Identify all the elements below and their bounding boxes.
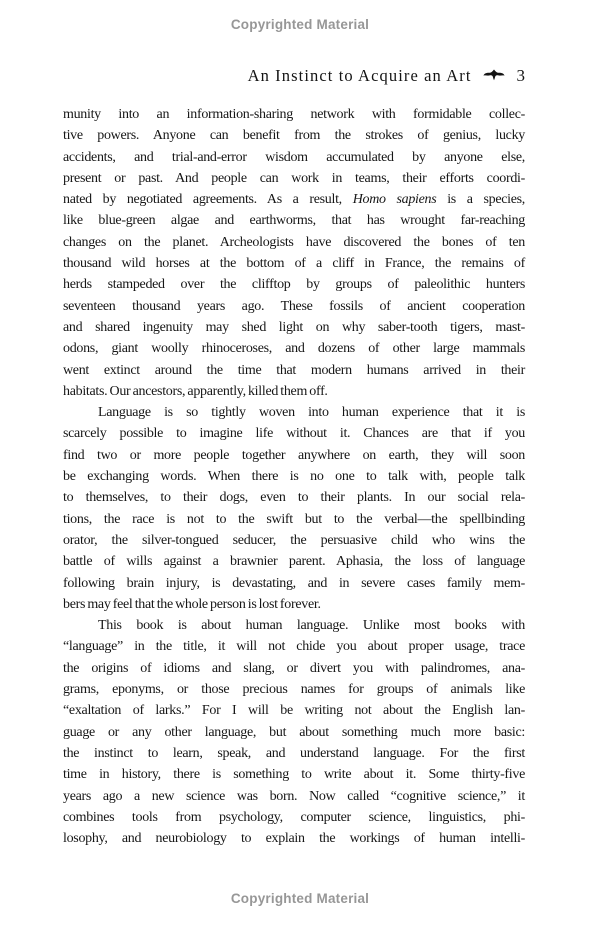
text-line: orator, the silver-tongued seducer, the persuasive child who wins the (63, 532, 525, 548)
text-line: “exaltation of larks.” For I will be writing not about the English lan- (63, 703, 525, 719)
text-line: years ago a new science was born. Now called “cognitive science,” it (63, 788, 525, 804)
text-line: and shared ingenuity may shed light on why saber-tooth tigers, mast- (63, 319, 525, 335)
text-line: to themselves, to their dogs, even to their plants. In our social rela- (63, 490, 525, 506)
paragraph (63, 402, 525, 615)
text-line: habitats. Our ancestors, apparently, killed them off. (63, 383, 328, 399)
text-line: This book is about human language. Unlike most books with (98, 618, 525, 634)
text-line: herds stampeded over the clifftop by groups of paleolithic hunters (63, 277, 525, 293)
text-line: battle of wills against a brawnier parent. Aphasia, the loss of language (63, 554, 525, 570)
text-line: like blue-green algae and earthworms, that has wrought far-reaching (63, 213, 525, 229)
text-line: guage or any other language, but about something much more basic: (63, 724, 525, 740)
text-line: bers may feel that the whole person is lost forever. (63, 596, 321, 612)
text-line: nated by negotiated agreements. As a result, Homo sapiens is a species, (63, 192, 526, 208)
text-line: scarcely possible to imagine life without it. Chances are that if you (63, 426, 525, 442)
text-line: seventeen thousand years ago. These fossils of ancient cooperation (63, 298, 525, 314)
text-line: time in history, there is something to write about it. Some thirty-five (63, 767, 525, 783)
hedera-fleuron-icon (483, 66, 505, 86)
text-line: grams, eponyms, or those precious names for groups of animals like (63, 682, 525, 698)
text-line: thousand wild horses at the bottom of a cliff in France, the remains of (63, 256, 525, 272)
text-line: accidents, and trial-and-error wisdom accumulated by anyone else, (63, 149, 525, 165)
text-line: went extinct around the time that modern humans arrived in their (63, 362, 525, 378)
text-block (63, 104, 525, 849)
bottom-watermark: Copyrighted Material (230, 891, 370, 906)
running-title: An Instinct to Acquire an Art (247, 66, 472, 85)
text-line: tive powers. Anyone can benefit from the strokes of genius, lucky (63, 128, 525, 144)
text-line: the origins of idioms and slang, or divert you with palindromes, ana- (63, 660, 525, 676)
text-line: changes on the planet. Archeologists have discovered the bones of ten (63, 234, 525, 250)
text-line: be exchanging words. When there is no one to talk with, people talk (63, 469, 525, 485)
page-number: 3 (516, 66, 525, 85)
text-line: Language is so tightly woven into human experience that it is (98, 405, 525, 421)
text-line: following brain injury, is devastating, and in severe cases family mem- (63, 575, 525, 591)
paragraph (63, 615, 525, 849)
paragraph (63, 104, 525, 402)
text-line: odons, giant woolly rhinoceroses, and dozens of other large mammals (63, 341, 525, 357)
text-line: munity into an information-sharing network with formidable collec- (63, 107, 525, 122)
text-line: find two or more people together anywhere on earth, they will soon (63, 447, 525, 463)
text-line: the instinct to learn, speak, and understand language. For the first (63, 745, 525, 761)
text-line: “language” in the title, it will not chide you about proper usage, trace (63, 639, 525, 655)
text-line: present or past. And people can work in teams, their efforts coordi- (63, 170, 525, 186)
running-header (63, 66, 525, 86)
text-line: losophy, and neurobiology to explain the workings of human intelli- (63, 831, 525, 847)
text-line: tions, the race is not to the swift but to the verbal—the spellbinding (63, 511, 525, 527)
text-line: combines tools from psychology, computer science, linguistics, phi- (63, 809, 525, 825)
top-watermark: Copyrighted Material (230, 17, 370, 32)
